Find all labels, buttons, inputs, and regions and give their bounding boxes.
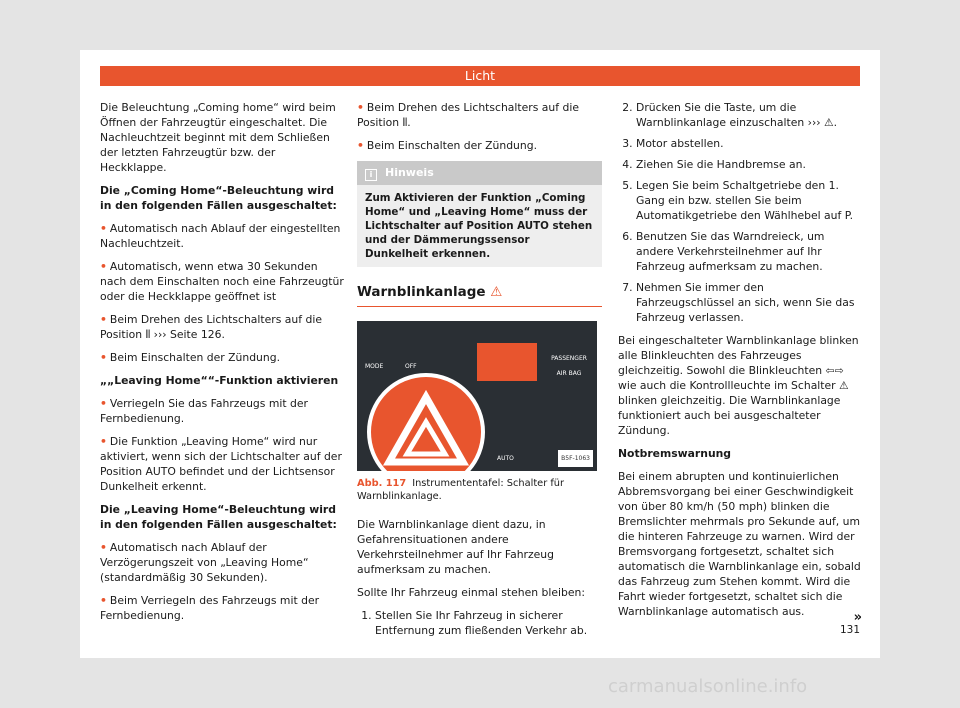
- step-item: 7. Nehmen Sie immer den Fahrzeugschlüssel an sich, wenn Sie das Fahrzeug verlassen.: [636, 280, 863, 325]
- bullet-item: • Beim Einschalten der Zündung.: [357, 139, 538, 152]
- column-2: [357, 100, 602, 646]
- continue-mark: »: [853, 610, 862, 625]
- step-item: 3. Motor abstellen.: [636, 136, 863, 151]
- subheading: Die „Coming Home“-Beleuchtung wird in den folgenden Fällen ausgeschaltet:: [100, 184, 337, 212]
- paragraph: Bei eingeschalteter Warnblinkanlage blinken alle Blinkleuchten des Fahrzeuges gleichzeitig. Sowohl die Blinkleuchten ⇦⇨ wie auch die Kontrollleuchte im Schalter ⚠ blinken gleichzeitig. Die Warnblinkanlage funktioniert auch bei ausgeschalteter Zündung.: [618, 334, 859, 437]
- column-1: [100, 100, 345, 631]
- step-item: 4. Ziehen Sie die Handbremse an.: [636, 157, 863, 172]
- hazard-callout: [367, 373, 485, 471]
- bullet-item: • Automatisch nach Ablauf der Verzögerungszeit von „Leaving Home“ (standardmäßig 30 Sekunden).: [100, 541, 309, 584]
- warning-icon: ⚠: [490, 284, 503, 300]
- manual-page: [80, 50, 880, 658]
- bullet-item: • Automatisch nach Ablauf der eingestellten Nachleuchtzeit.: [100, 222, 341, 250]
- page-header: Licht: [100, 66, 860, 86]
- section-title: Warnblinkanlage ⚠: [357, 275, 602, 307]
- hazard-button: [477, 343, 537, 381]
- bullet-item: • Beim Verriegeln des Fahrzeugs mit der Fernbedienung.: [100, 594, 320, 622]
- hazard-triangle-icon: [371, 377, 481, 471]
- paragraph: Sollte Ihr Fahrzeug einmal stehen bleiben:: [357, 586, 586, 599]
- figure-label: OFF: [405, 363, 417, 370]
- page-number: 131: [839, 624, 860, 636]
- step-item: 1. Stellen Sie Ihr Fahrzeug in sicherer Entfernung zum fließenden Verkehr ab.: [375, 608, 602, 638]
- subheading: Notbremswarnung: [618, 447, 732, 460]
- note-box: [357, 161, 602, 267]
- bullet-item: • Die Funktion „Leaving Home“ wird nur aktiviert, wenn sich der Lichtschalter auf der Position AUTO befindet und der Lichtsensor Dunkelheit erkennt.: [100, 435, 342, 493]
- step-item: 2. Drücken Sie die Taste, um die Warnblinkanlage einzuschalten ››› ⚠.: [636, 100, 863, 130]
- paragraph: Bei einem abrupten und kontinuierlichen Abbremsvorgang bei einer Geschwindigkeit von über 80 km/h (50 mph) blinken die Bremslichter mehrmals pro Sekunde auf, um die hinteren Fahrzeuge zu warnen. Wird der Bremsvorgang fortgesetzt, schaltet sich automatisch die Warnblinkanlage ein, sobald das Fahrzeug zum Stehen kommt. Wird die Fahrt wieder fortgesetzt, schaltet sich die Warnblinkanlage automatisch aus.: [618, 470, 861, 618]
- bullet-item: • Beim Einschalten der Zündung.: [100, 351, 281, 364]
- figure-caption: Abb. 117 Instrumententafel: Schalter für Warnblinkanlage.: [357, 478, 565, 502]
- dashboard-figure: [357, 321, 597, 471]
- paragraph: Die Warnblinkanlage dient dazu, in Gefahrensituationen andere Verkehrsteilnehmer auf Ihr Fahrzeug aufmerksam zu machen.: [357, 518, 554, 576]
- watermark: carmanualsonline.info: [608, 676, 808, 697]
- paragraph: Die Beleuchtung „Coming home“ wird beim Öffnen der Fahrzeugtür eingeschaltet. Die Nachleuchtzeit beginnt mit dem Schließen der letzten Fahrzeugtür bzw. der Heckklappe.: [100, 101, 336, 174]
- figure-code: B5F-1063: [558, 450, 593, 467]
- note-body: Zum Aktivieren der Funktion „Coming Home“ und „Leaving Home“ muss der Lichtschalter auf Position AUTO stehen und der Dämmerungssensor Dunkelheit erkennen.: [365, 192, 593, 260]
- figure-label: PASSENGER AIR BAG: [551, 355, 587, 377]
- subheading: Die „Leaving Home“-Beleuchtung wird in den folgenden Fällen ausgeschaltet:: [100, 503, 337, 531]
- figure-label: AUTO: [497, 455, 514, 462]
- note-header: i Hinweis: [357, 161, 602, 185]
- figure-label: MODE: [365, 363, 384, 370]
- bullet-item: • Beim Drehen des Lichtschalters auf die Position ⦀.: [357, 101, 579, 129]
- step-item: 6. Benutzen Sie das Warndreieck, um andere Verkehrsteilnehmer auf Ihr Fahrzeug aufmerksam zu machen.: [636, 229, 863, 274]
- step-item: 5. Legen Sie beim Schaltgetriebe den 1. Gang ein bzw. stellen Sie beim Automatikgetriebe den Wählhebel auf P.: [636, 178, 863, 223]
- subheading: „„Leaving Home““-Funktion aktivieren: [100, 374, 339, 387]
- bullet-item: • Automatisch, wenn etwa 30 Sekunden nach dem Einschalten noch eine Fahrzeugtür oder die Heckklappe geöffnet ist: [100, 260, 344, 303]
- bullet-item: • Beim Drehen des Lichtschalters auf die Position ⦀ ››› Seite 126.: [100, 313, 322, 341]
- bullet-item: • Verriegeln Sie das Fahrzeugs mit der Fernbedienung.: [100, 397, 308, 425]
- column-3: [618, 100, 863, 627]
- info-icon: i: [365, 169, 377, 181]
